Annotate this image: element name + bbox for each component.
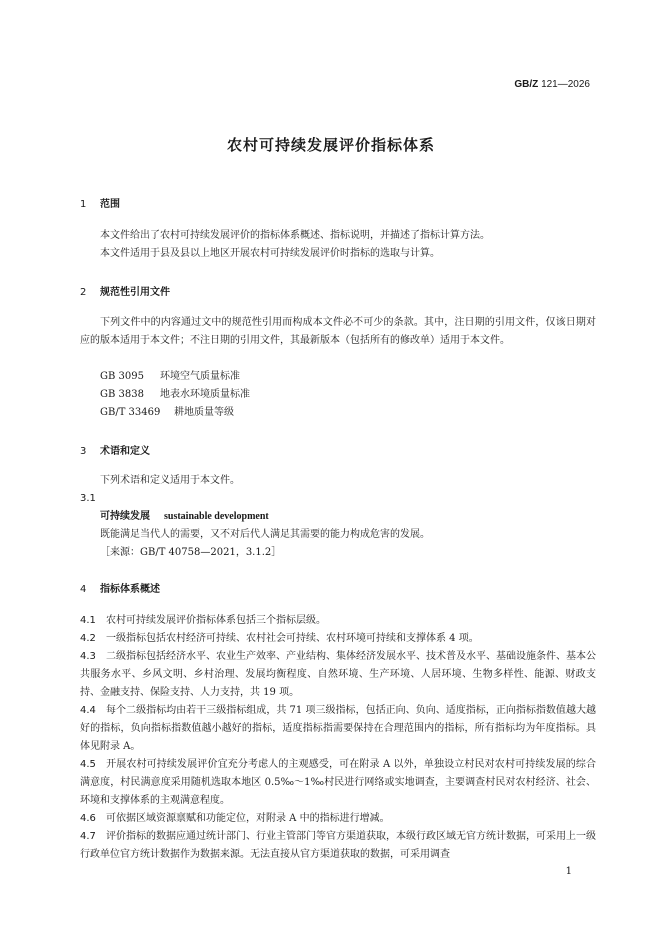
section-1-heading: 1 范围 bbox=[80, 199, 120, 210]
section-1-paragraph-2: 本文件适用于县及县以上地区开展农村可持续发展评价时指标的选取与计算。 bbox=[100, 248, 440, 259]
reference-item: GB 3838 地表水环境质量标准 bbox=[100, 389, 250, 400]
page-number: 1 bbox=[565, 866, 572, 877]
section-3-heading: 3 术语和定义 bbox=[80, 446, 150, 457]
clause-4-4: 4.4 每个二级指标均由若干三级指标组成，共 71 项三级指标，包括正向、负向、适度指标，正向指标指数值越大越好的指标，负向指标指数值越小越好的指标，适度指标指需要保持在合理范围内的指标，所有指标均为年度指标。具体见附录 A。 bbox=[80, 705, 596, 752]
document-title: 农村可持续发展评价指标体系 bbox=[226, 136, 435, 154]
section-1-paragraph-1: 本文件给出了农村可持续发展评价的指标体系概述、指标说明，并描述了指标计算方法。 bbox=[100, 230, 490, 241]
section-3-paragraph-1: 下列术语和定义适用于本文件。 bbox=[100, 475, 240, 486]
reference-item: GB/T 33469 耕地质量等级 bbox=[100, 407, 234, 418]
term-source: ［来源：GB/T 40758—2021，3.1.2］ bbox=[100, 547, 282, 558]
section-4-heading: 4 指标体系概述 bbox=[80, 584, 160, 595]
standard-number: GB/Z 121—2026 bbox=[514, 79, 590, 90]
section-2-heading: 2 规范性引用文件 bbox=[80, 287, 170, 298]
clause-4-2: 4.2 一级指标包括农村经济可持续、农村社会可持续、农村环境可持续和支撑体系 4 项。 bbox=[80, 633, 479, 644]
term-number: 3.1 bbox=[80, 493, 96, 504]
clause-4-3: 4.3 二级指标包括经济水平、农业生产效率、产业结构、集体经济发展水平、技术普及水平、基础设施条件、基本公共服务水平、乡风文明、乡村治理、发展均衡程度、自然环境、生产环境、人居环境、生物多样性、能源、财政支持、金融支持、保险支持、人力支持，共 19 项。 bbox=[80, 651, 596, 698]
term-definition: 既能满足当代人的需要，又不对后代人满足其需要的能力构成危害的发展。 bbox=[100, 529, 430, 540]
section-2-paragraph-1: 下列文件中的内容通过文中的规范性引用而构成本文件必不可少的条款。其中，注日期的引用文件，仅该日期对应的版本适用于本文件；不注日期的引用文件，其最新版本（包括所有的修改单）适用于本文件。 bbox=[80, 317, 596, 346]
clause-4-7: 4.7 评价指标的数据应通过统计部门、行业主管部门等官方渠道获取，本级行政区域无官方统计数据，可采用上一级行政单位官方统计数据作为数据来源。无法直接从官方渠道获取的数据，可采用调查 bbox=[80, 831, 596, 860]
clause-4-6: 4.6 可依据区域资源禀赋和功能定位，对附录 A 中的指标进行增减。 bbox=[80, 813, 390, 824]
clause-4-1: 4.1 农村可持续发展评价指标体系包括三个指标层级。 bbox=[80, 615, 326, 626]
clause-4-5: 4.5 开展农村可持续发展评价宜充分考虑人的主观感受，可在附录 A 以外，单独设立村民对农村可持续发展的综合满意度，村民满意度采用随机选取本地区 0.5‰～1‰村民进行网络或实地调查，主要调查村民对农村经济、社会、环境和支撑体系的主观满意程度。 bbox=[80, 759, 596, 806]
reference-item: GB 3095 环境空气质量标准 bbox=[100, 371, 240, 382]
term-entry: 可持续发展 sustainable development bbox=[100, 511, 269, 522]
